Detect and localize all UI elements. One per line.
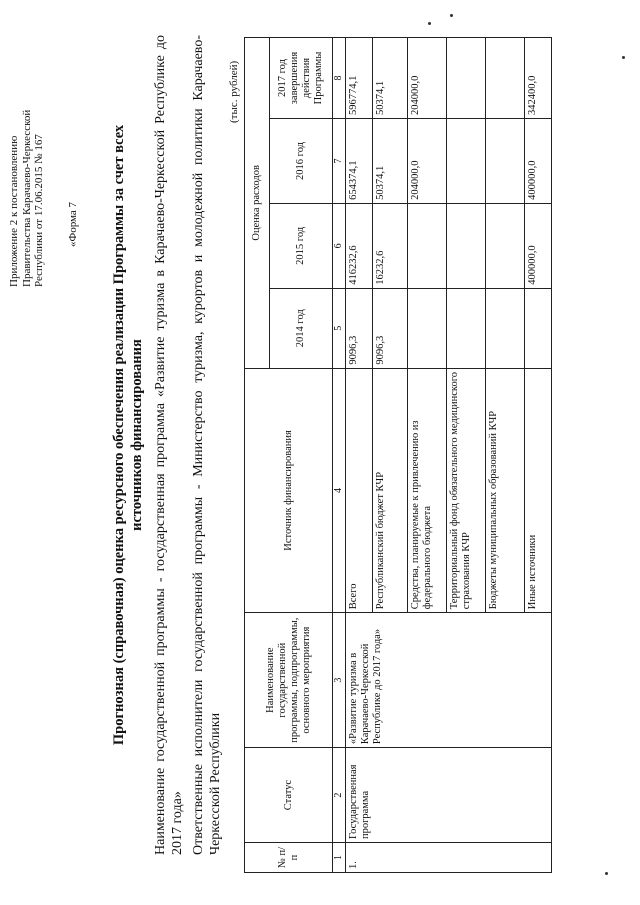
source-cell: Иные источники <box>525 368 552 613</box>
value-cell <box>447 288 486 368</box>
source-cell: Всего <box>346 368 373 613</box>
value-cell: 400000,0 <box>525 203 552 288</box>
value-cell <box>525 288 552 368</box>
col-number: 5 <box>333 288 346 368</box>
header-name: Наименование государственной программы, подпрограммы, основного мероприятия <box>245 613 333 748</box>
value-cell <box>408 203 447 288</box>
header-2014: 2014 год <box>270 288 333 368</box>
document-title <box>110 75 146 795</box>
header-source: Источник финансирования <box>245 368 333 613</box>
header-estimate: Оценка расходов <box>245 38 270 369</box>
source-cell: Республиканский бюджет КЧР <box>373 368 408 613</box>
program-name: Наименование государственной программы - государственная программа «Развитие туризма в Карачаево-Черкесской Республике до 2017 года» <box>153 35 185 855</box>
col-number: 7 <box>333 119 346 204</box>
scan-speck <box>605 872 608 875</box>
header-2016: 2016 год <box>270 119 333 204</box>
appendix-note <box>8 2 46 287</box>
value-cell <box>486 203 525 288</box>
value-cell: 416232,6 <box>346 203 373 288</box>
value-cell <box>447 119 486 204</box>
header-2015: 2015 год <box>270 203 333 288</box>
source-cell: Бюджеты муниципальных образований КЧР <box>486 368 525 613</box>
appendix-line: Приложение 2 к постановлению <box>8 135 20 287</box>
value-cell: 204000,0 <box>408 38 447 119</box>
value-cell <box>408 288 447 368</box>
column-numbers-row <box>333 38 346 873</box>
responsible-executors: Ответственные исполнители государственной программы - Министерство туризма, курортов и молодежной политики Карачаево-Черкесской Республики <box>191 35 223 855</box>
col-number: 3 <box>333 613 346 748</box>
units-label: (тыс. рублей) <box>228 60 240 123</box>
col-number: 1 <box>333 843 346 873</box>
value-cell <box>447 38 486 119</box>
value-cell <box>486 38 525 119</box>
title-line: Прогнозная (справочная) оценка ресурсного обеспечения реализации Программы за счет всех <box>111 124 127 746</box>
value-cell <box>486 288 525 368</box>
value-cell: 342400,0 <box>525 38 552 119</box>
value-cell: 400000,0 <box>525 119 552 204</box>
header-num: № п/п <box>245 843 333 873</box>
row-program-name: «Развитие туризма в Карачаево-Черкесской Республике до 2017 года» <box>346 613 552 748</box>
value-cell: 9096,3 <box>346 288 373 368</box>
col-number: 2 <box>333 748 346 843</box>
scan-speck <box>622 56 625 59</box>
form-label: «Форма 7 <box>67 201 79 247</box>
value-cell: 204000,0 <box>408 119 447 204</box>
col-number: 8 <box>333 38 346 119</box>
header-row <box>245 38 270 873</box>
value-cell: 654374,1 <box>346 119 373 204</box>
source-cell: Территориальный фонд обязательного медицинского страхования КЧР <box>447 368 486 613</box>
value-cell: 50374,1 <box>373 38 408 119</box>
value-cell <box>447 203 486 288</box>
title-line: источников финансирования <box>129 339 145 531</box>
row-number: 1. <box>346 843 552 873</box>
value-cell: 596774,1 <box>346 38 373 119</box>
financing-table <box>244 37 552 873</box>
value-cell: 9096,3 <box>373 288 408 368</box>
appendix-line: Республики от 17.06.2015 № 167 <box>33 134 45 287</box>
header-2017: 2017 год завершения действия Программы <box>270 38 333 119</box>
source-cell: Средства, планируемые к привлечению из федерального бюджета <box>408 368 447 613</box>
scan-speck <box>428 22 431 25</box>
table-row <box>346 38 373 873</box>
col-number: 4 <box>333 368 346 613</box>
appendix-line: Правительства Карачаево-Черкесской <box>20 109 33 287</box>
scan-speck <box>450 14 453 17</box>
row-status: Государственная программа <box>346 748 552 843</box>
col-number: 6 <box>333 203 346 288</box>
value-cell <box>486 119 525 204</box>
value-cell: 16232,6 <box>373 203 408 288</box>
value-cell: 50374,1 <box>373 119 408 204</box>
header-status: Статус <box>245 748 333 843</box>
